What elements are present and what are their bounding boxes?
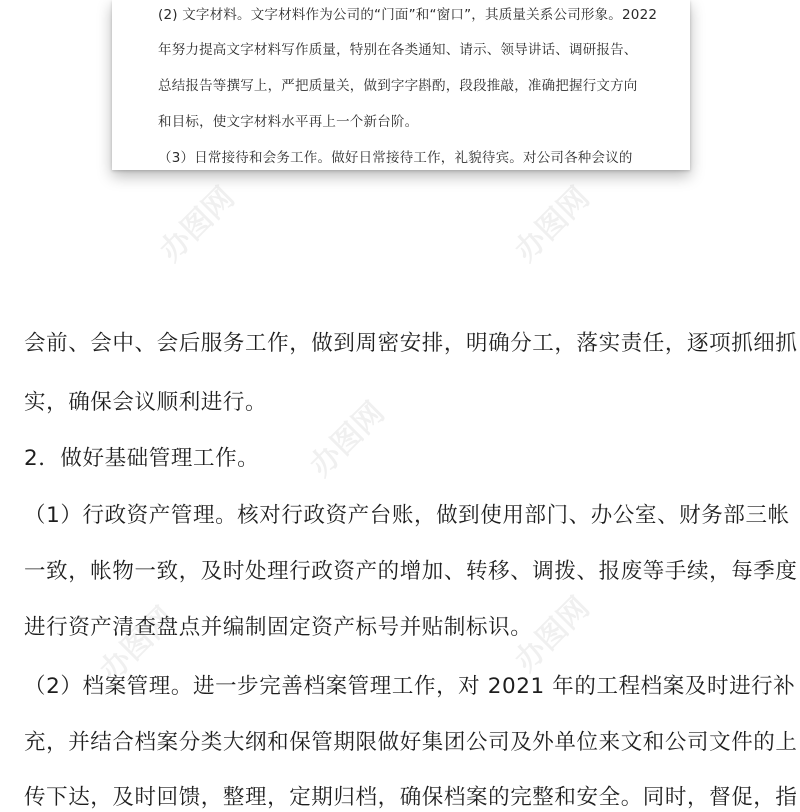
card-text-line: （3）日常接待和会务工作。做好日常接待工作，礼貌待宾。对公司各种会议的 [158,150,633,166]
body-text-line: （1）行政资产管理。核对行政资产台账，做到使用部门、办公室、财务部三帐 [24,503,790,528]
card-text-line: (2) 文字材料。文字材料作为公司的“门面”和“窗口”，其质量关系公司形象。2022 [158,7,658,23]
watermark: 办图网 [93,600,182,689]
card-text-line: 总结报告等撰写上，严把质量关，做到字字斟酌，段段推敲，准确把握行文方向 [158,78,638,94]
body-text-line: 实，确保会议顺利进行。 [24,390,268,415]
body-text-line: 充，并结合档案分类大纲和保管期限做好集团公司及外单位来文和公司文件的上 [24,730,798,755]
watermark: 办图网 [153,180,242,269]
watermark: 办图网 [508,180,597,269]
watermark: 办图网 [303,395,392,484]
document-preview-card [112,0,690,170]
body-text-line: 传下达，及时回馈，整理，定期归档，确保档案的完整和安全。同时，督促，指 [24,785,798,810]
card-text-line: 和目标，使文字材料水平再上一个新台阶。 [158,114,419,130]
section-heading: 2．做好基础管理工作。 [24,446,260,471]
body-text-line: 一致，帐物一致，及时处理行政资产的增加、转移、调拨、报废等手续，每季度 [24,559,798,584]
watermark: 办图网 [508,590,597,679]
card-text-line: 年努力提高文字材料写作质量，特别在各类通知、请示、领导讲话、调研报告、 [158,42,638,58]
body-text-line: 进行资产清查盘点并编制固定资产标号并贴制标识。 [24,615,533,640]
body-text-line: （2）档案管理。进一步完善档案管理工作，对 2021 年的工程档案及时进行补 [24,674,796,699]
body-text-line: 会前、会中、会后服务工作，做到周密安排，明确分工，落实责任，逐项抓细抓 [24,331,798,356]
